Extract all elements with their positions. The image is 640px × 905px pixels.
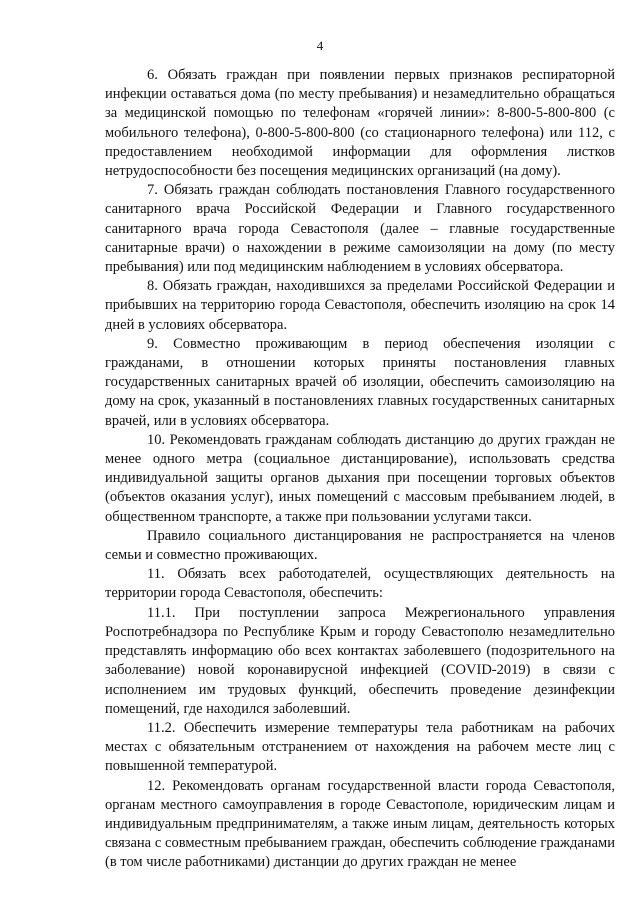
paragraph-9: 9. Совместно проживающим в период обеспечения изоляции с гражданами, в отношении которых приняты постановления главных государственных санитарных врачей об изоляции, обеспечить самоизоляцию на дому на срок, указанный в постановлениях главных государственных санитарных врачей, или в условиях обсерватора.	[105, 335, 615, 429]
paragraph-11-2: 11.2. Обеспечить измерение температуры тела работникам на рабочих местах с обязательным отстранением от нахождения на рабочем месте лиц с повышенной температурой.	[105, 719, 615, 775]
paragraph-6: 6. Обязать граждан при появлении первых признаков респираторной инфекции оставаться дома (по месту пребывания) и незамедлительно обращаться за медицинской помощью по телефонам «горячей линии»: 8-800-5-800-800 (с мобильного телефона), 0-800-5-800-800 (со стационарного телефона) или 112, с предоставлением необходимой информации для оформления листков нетрудоспособности без посещения медицинских организаций (на дому).	[105, 67, 615, 180]
paragraph-10: 10. Рекомендовать гражданам соблюдать дистанцию до других граждан не менее одного метра (социальное дистанцирование), использовать средства индивидуальной защиты органов дыхания при посещении торговых объектов (объектов оказания услуг), иных помещений с массовым пребыванием людей, в общественном транспорте, а также при пользовании услугами такси.	[105, 431, 615, 525]
paragraph-11-1: 11.1. При поступлении запроса Межрегионального управления Роспотребнадзора по Республике Крым и городу Севастополю незамедлительно представлять информацию обо всех контактах заболевшего (подозрительного на заболевание) новой коронавирусной инфекцией (COVID-2019) в связи с исполнением им трудовых функций, обеспечить проведение дезинфекции помещений, где находился заболевший.	[105, 604, 615, 717]
paragraph-8: 8. Обязать граждан, находившихся за пределами Российской Федерации и прибывших на территорию города Севастополя, обеспечить изоляцию на срок 14 дней в условиях обсерватора.	[105, 278, 615, 333]
paragraph-7: 7. Обязать граждан соблюдать постановления Главного государственного санитарного врача Российской Федерации и Главного государственного санитарного врача города Севастополя (далее – главные государственные санитарные врачи) о нахождении в режиме самоизоляции на дому (по месту пребывания) или под медицинским наблюдением в условиях обсерватора.	[105, 182, 615, 276]
paragraph-12: 12. Рекомендовать органам государственной власти города Севастополя, органам местного самоуправления в городе Севастополе, юридическим лицам и индивидуальным предпринимателям, а также иным лицам, деятельность которых связана с совместным пребыванием граждан, обеспечить соблюдение гражданами (в том числе работниками) дистанции до других граждан не менее	[105, 777, 615, 871]
paragraph-distancing-rule: Правило социального дистанцирования не распространяется на членов семьи и совместно проживающих.	[105, 527, 615, 564]
paragraph-11: 11. Обязать всех работодателей, осуществляющих деятельность на территории города Севастополя, обеспечить:	[105, 566, 615, 602]
document-body	[105, 66, 615, 873]
page-number: 4	[316, 38, 324, 53]
